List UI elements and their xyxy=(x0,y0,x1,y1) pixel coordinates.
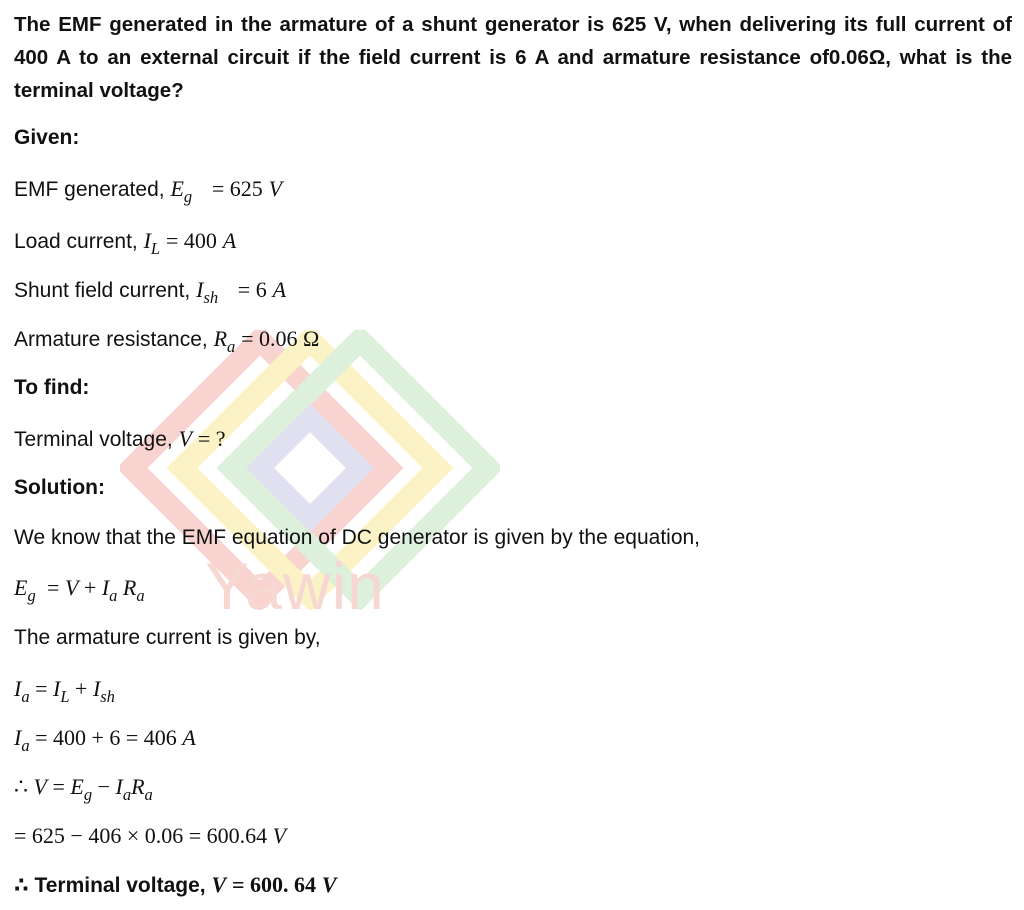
final-label: ∴ Terminal voltage, xyxy=(14,874,206,897)
question-text: The EMF generated in the armature of a shunt generator is 625 V, when delivering its full current of 400 A to an external circuit if the field current is 6 A and armature resistance of0.06Ω, what is the terminal voltage? xyxy=(14,13,1012,102)
find-heading: To find: xyxy=(14,376,90,399)
given-emf-value: = 625 xyxy=(211,176,263,201)
given-shunt xyxy=(14,277,287,307)
given-shunt-label: Shunt field current, xyxy=(14,279,191,302)
given-load xyxy=(14,228,237,258)
find-label: Terminal voltage, xyxy=(14,428,173,451)
final-value: = 600. 64 xyxy=(231,872,317,897)
emf-equation: $E_g = V + I_a$ $R_a$ xyxy=(14,575,145,605)
solution-heading: Solution: xyxy=(14,476,105,499)
given-load-unit: A xyxy=(222,228,237,253)
given-emf xyxy=(14,176,283,206)
given-shunt-symbol: $I_{sh}$ xyxy=(196,277,219,307)
solution-intro: We know that the EMF equation of DC generator is given by the equation, xyxy=(14,526,701,549)
given-load-value: = 400 xyxy=(165,228,217,253)
find-value: = ? xyxy=(197,426,226,451)
given-load-symbol: $I_L$ xyxy=(143,228,161,258)
given-res-label: Armature resistance, xyxy=(14,328,208,351)
armature-current-value: $I_a = 400 + 6 = 406$ A xyxy=(14,725,196,755)
armature-current-formula: $I_a = I_L + I_{sh}$ xyxy=(14,676,115,706)
given-res-symbol: $R_a$ xyxy=(213,326,236,356)
final-symbol: V xyxy=(211,872,227,897)
final-answer xyxy=(14,872,337,898)
armature-current-text: The armature current is given by, xyxy=(14,626,321,649)
given-load-label: Load current, xyxy=(14,230,138,253)
final-unit: V xyxy=(321,872,337,897)
given-emf-label: EMF generated, xyxy=(14,178,165,201)
given-emf-unit: V xyxy=(268,176,283,201)
given-heading: Given: xyxy=(14,126,80,149)
given-res-value: = 0.06 Ω xyxy=(241,326,320,351)
given-shunt-value: = 6 xyxy=(237,277,267,302)
given-emf-symbol: $E_g$ xyxy=(170,176,193,206)
given-resistance xyxy=(14,326,320,356)
watermark-text: Yawin xyxy=(205,549,385,623)
given-shunt-unit: A xyxy=(272,277,287,302)
terminal-voltage-calc: = 625 − 406 × 0.06 = 600.64 V xyxy=(14,823,287,848)
find-symbol: V xyxy=(178,426,193,451)
terminal-voltage-formula: ∴ $V = E_g - I_aR_a$ xyxy=(14,774,153,804)
find-terminal-voltage xyxy=(14,426,226,452)
